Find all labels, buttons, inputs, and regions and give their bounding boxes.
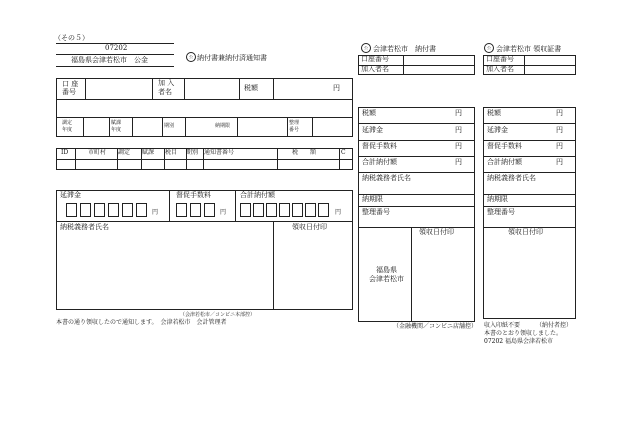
middle-reminder-fee-yen: 円 [455, 142, 462, 150]
id-col-levy: 賦課 [142, 149, 155, 156]
id-col-tax: 税 額 [292, 149, 317, 156]
tax-year-label-1: 賦課 [111, 120, 122, 126]
right-footer-org: 07202 福島県会津若松市 [484, 338, 553, 345]
seal-mark-icon: 公 [186, 52, 196, 62]
page-number: （その５） [54, 34, 89, 42]
total-digit [253, 203, 264, 217]
middle-total-yen: 円 [455, 158, 462, 166]
account-label-2: 番号 [62, 88, 76, 96]
middle-subscriber-label: 加入者名 [361, 65, 389, 73]
right-stamp-label: 領収日付印 [508, 228, 543, 236]
right-seal-icon: 公 [484, 43, 494, 53]
total-digit [266, 203, 277, 217]
middle-taxpayer-label: 納税義務者氏名 [362, 174, 411, 182]
form-title: 納付書兼納付済通知書 [197, 54, 267, 62]
id-col-assessment: 調定 [118, 149, 131, 156]
middle-title: 会津若松市 納付書 [373, 45, 436, 53]
total-digit [240, 203, 251, 217]
total-digit [292, 203, 303, 217]
total-digit [279, 203, 290, 217]
middle-stamp-label: 領収日付印 [419, 228, 454, 236]
reminder-fee-digit [204, 203, 215, 217]
footnote-small: （会津若松市／コンビニ本部控） [180, 312, 256, 318]
taxpayer-label: 納税義務者氏名 [60, 223, 109, 231]
right-total-yen: 円 [556, 158, 563, 166]
right-subscriber-label: 加入者名 [486, 65, 514, 73]
period-label: 期別 [164, 123, 175, 129]
right-tax-label: 税額 [487, 109, 501, 117]
middle-ref-label: 整理番号 [362, 208, 390, 216]
late-fee-yen: 円 [152, 209, 159, 216]
due-date-label: 納期限 [215, 123, 231, 129]
right-late-fee-yen: 円 [556, 126, 563, 134]
late-fee-digit [136, 203, 147, 217]
middle-tax-yen: 円 [455, 109, 462, 117]
right-due-date-label: 納期限 [487, 195, 508, 203]
middle-reminder-fee-label: 督促手数料 [362, 142, 397, 150]
fiscal-year-label-2: 年度 [62, 127, 73, 133]
header-rule-mid [56, 54, 174, 55]
account-table [56, 78, 353, 137]
right-account-label: 口座番号 [486, 55, 514, 63]
reminder-fee-yen: 円 [220, 209, 227, 216]
right-taxpayer-label: 納税義務者氏名 [487, 174, 536, 182]
late-fee-digit [122, 203, 133, 217]
total-yen: 円 [335, 209, 342, 216]
reminder-fee-digit [176, 203, 187, 217]
right-footer-copy-note: （納付者控） [536, 322, 573, 329]
total-label: 合計納付額 [240, 191, 275, 199]
reminder-fee-digit [190, 203, 201, 217]
middle-account-label: 口座番号 [361, 55, 389, 63]
id-col-period: 期別 [186, 149, 199, 156]
late-fee-digit [80, 203, 91, 217]
late-fee-digit [66, 203, 77, 217]
middle-due-date-label: 納期限 [362, 195, 383, 203]
right-title: 会津若松市 領収証書 [496, 45, 562, 53]
right-tax-yen: 円 [556, 109, 563, 117]
middle-footnote: （金融機関／コンビニ店舗控） [393, 323, 478, 330]
right-footer-stamp-note: 収入印紙不要 [484, 322, 521, 329]
subscriber-label-2: 者名 [158, 88, 172, 96]
middle-tax-label: 税額 [362, 109, 376, 117]
middle-total-label: 合計納付額 [362, 158, 397, 166]
middle-late-fee-yen: 円 [455, 126, 462, 134]
right-reminder-fee-yen: 円 [556, 142, 563, 150]
middle-late-fee-label: 延滞金 [362, 126, 383, 134]
middle-pref-2: 会津若松市 [369, 275, 404, 283]
stamp-label: 領収日付印 [292, 223, 327, 231]
ref-label-2: 番号 [289, 127, 300, 133]
late-fee-digit [108, 203, 119, 217]
right-reminder-fee-label: 督促手数料 [487, 142, 522, 150]
total-digit [318, 203, 329, 217]
id-col-check: C [341, 149, 346, 156]
right-ref-label: 整理番号 [487, 208, 515, 216]
middle-pref-1: 福島県 [376, 266, 397, 274]
late-fee-label: 延滞金 [60, 191, 81, 199]
id-col-municipality: 市町村 [88, 149, 107, 156]
id-col-notice-no: 通知書番号 [204, 149, 235, 156]
tax-amount-label: 税額 [244, 84, 258, 92]
ref-label-1: 整理 [289, 120, 300, 126]
tax-amount-yen: 円 [333, 84, 340, 92]
late-fee-digit [94, 203, 105, 217]
account-label-1: 口 座 [62, 80, 79, 88]
id-col-id: ID [61, 149, 69, 156]
total-digit [305, 203, 316, 217]
subscriber-label-1: 加 入 [158, 79, 175, 87]
reminder-fee-label: 督促手数料 [176, 191, 211, 199]
footnote-main: 本書の通り領収したので通知します。 会津若松市 会計管理者 [56, 319, 227, 326]
id-col-tax-item: 税目 [165, 149, 178, 156]
right-total-label: 合計納付額 [487, 158, 522, 166]
header-rule-bottom [56, 66, 174, 67]
tax-year-label-2: 年度 [111, 127, 122, 133]
middle-seal-icon: 公 [361, 43, 371, 53]
org-line: 福島県会津若松市 公金 [71, 56, 148, 64]
fiscal-year-label-1: 調定 [62, 120, 73, 126]
org-code: 07202 [105, 44, 128, 52]
right-footer-receipt: 本書のとおり領収しました。 [484, 330, 563, 337]
right-late-fee-label: 延滞金 [487, 126, 508, 134]
